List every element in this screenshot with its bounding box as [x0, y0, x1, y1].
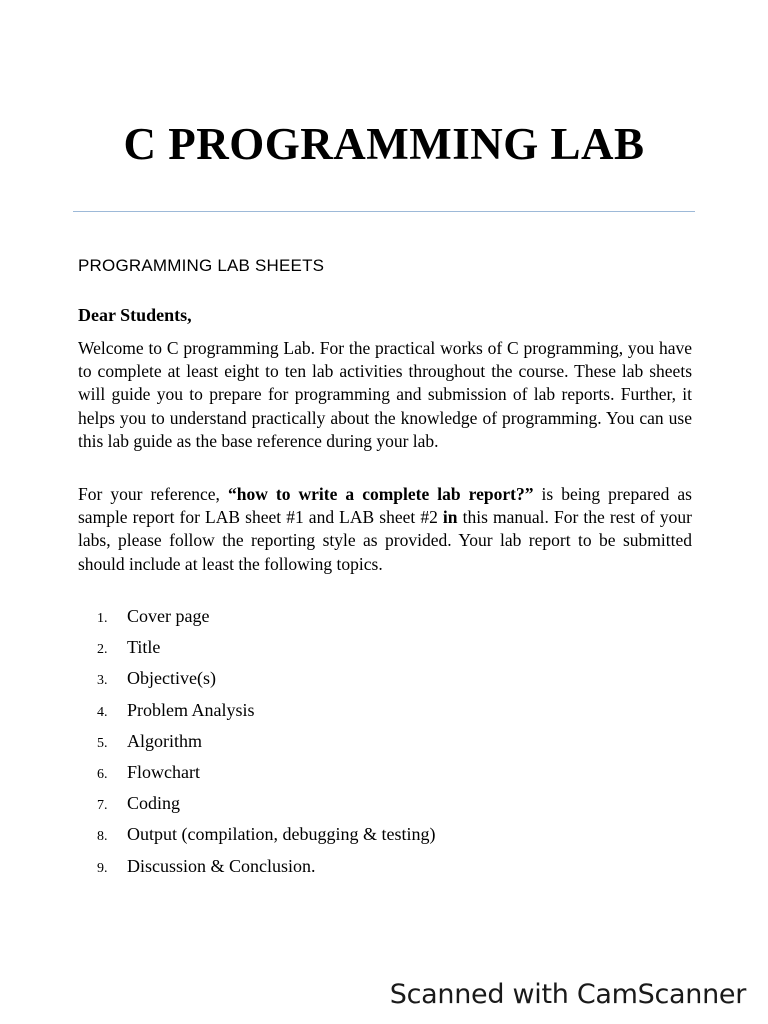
list-item-number: 4.	[97, 704, 108, 720]
list-item-text: Flowchart	[127, 761, 200, 782]
list-item-number: 9.	[97, 860, 108, 876]
list-item-number: 5.	[97, 735, 108, 751]
list-item-number: 7.	[97, 798, 108, 814]
list-item	[78, 824, 435, 855]
list-item	[78, 637, 435, 668]
list-item	[78, 668, 435, 699]
list-item-number: 1.	[97, 611, 108, 626]
list-item-text: Cover page	[127, 606, 210, 626]
page-title: C PROGRAMMING LAB	[123, 119, 645, 169]
list-item-text: Discussion & Conclusion.	[127, 855, 316, 876]
reference-bold-question: “how to write a complete lab report?”	[227, 484, 534, 504]
list-item	[78, 731, 435, 762]
reference-bold-in: in	[442, 507, 458, 528]
intro-paragraph: Welcome to C programming Lab. For the practical works of C programming, you have to complete at least eight to ten lab activities throughout the course. These lab sheets will guide you to prepare for programming and submission of lab reports. Further, it helps you to understand practically about the knowledge of programming. You can use this lab guide as the base reference during your lab.	[78, 338, 692, 451]
list-item	[78, 856, 435, 887]
list-item	[78, 606, 435, 637]
list-item	[78, 762, 435, 793]
list-item-text: Output (compilation, debugging & testing)	[127, 824, 436, 845]
salutation: Dear Students,	[78, 305, 192, 325]
list-item-text: Coding	[127, 793, 181, 814]
list-item	[78, 700, 435, 731]
list-item	[78, 793, 435, 824]
reference-text-1: For your reference,	[78, 484, 228, 504]
list-item-text: Problem Analysis	[127, 699, 255, 720]
list-item-text: Objective(s)	[127, 668, 216, 689]
reference-paragraph	[78, 483, 692, 576]
list-item-text: Algorithm	[127, 730, 202, 751]
title-divider	[73, 211, 695, 212]
list-item-number: 8.	[97, 829, 108, 845]
camscanner-watermark: Scanned with CamScanner	[389, 979, 746, 1010]
list-item-number: 2.	[97, 642, 108, 658]
list-item-number: 3.	[97, 673, 108, 689]
list-item-text: Title	[127, 637, 161, 658]
reference-text-2: is being prepared as sample report for LAB sheet #1 and LAB sheet #2	[78, 484, 692, 528]
reference-text-3: this manual. For the rest of your labs, please follow the reporting style as provided. Your lab report to be submitted should include at least the following topics.	[78, 507, 692, 574]
list-item-number: 6.	[97, 766, 108, 782]
topics-list	[78, 606, 435, 887]
section-subtitle: PROGRAMMING LAB SHEETS	[78, 256, 325, 275]
